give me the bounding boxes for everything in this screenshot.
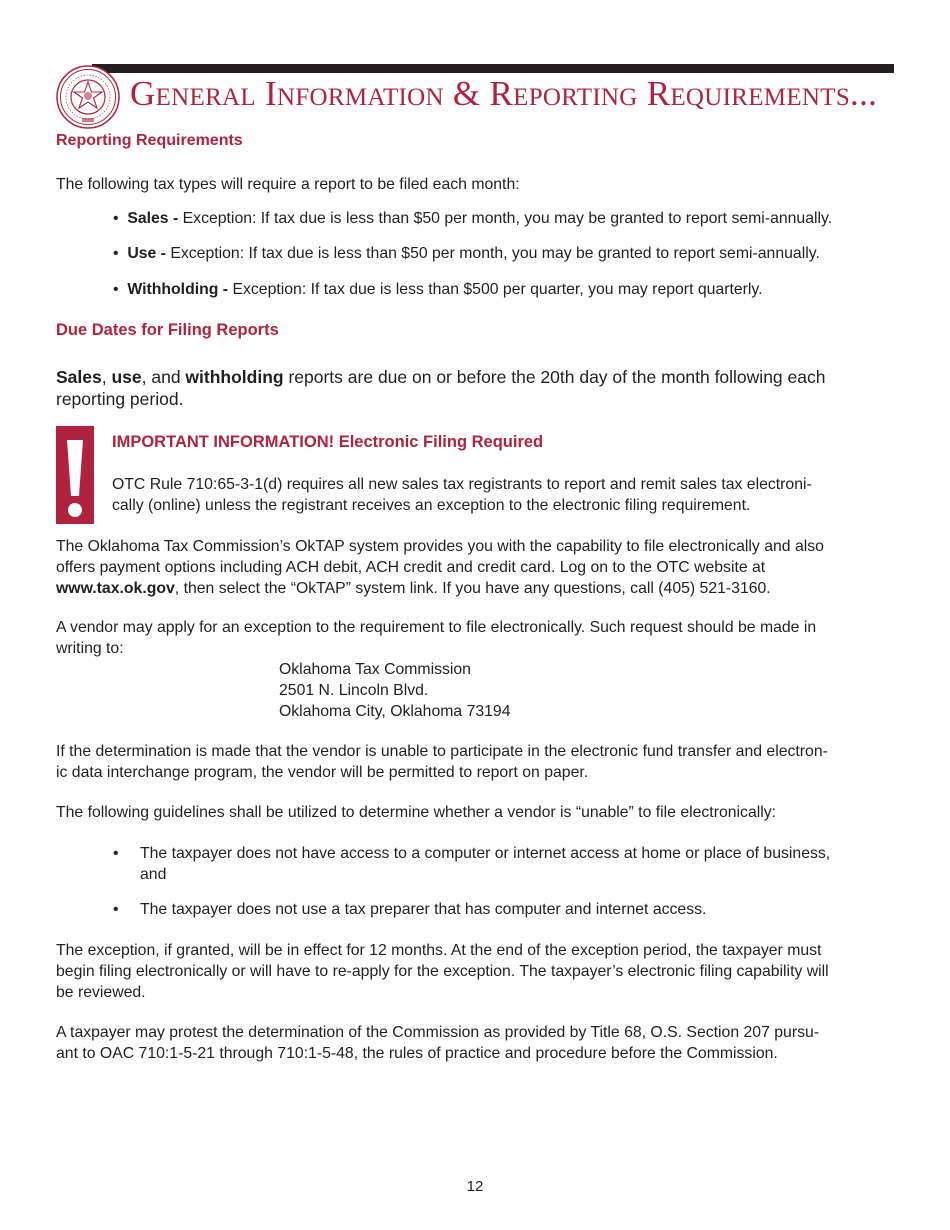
- oktap-paragraph: The Oklahoma Tax Commission’s OkTAP system provides you with the capability to file electronically and also offers payment options including ACH debit, ACH credit and credit card. Log on to the OTC website at www.tax.ok.gov, then select the “OkTAP” system link. If you have any questions, call (405) 521-3160.: [56, 538, 824, 597]
- website-link[interactable]: www.tax.ok.gov: [56, 580, 175, 597]
- reporting-intro: The following tax types will require a report to be filed each month:: [56, 176, 520, 193]
- list-item: The taxpayer does not use a tax preparer that has computer and internet access.: [140, 901, 707, 918]
- protest-paragraph: A taxpayer may protest the determination of the Commission as provided by Title 68, O.S. Section 207 pursu- ant to OAC 710:1-5-21 through 710:1-5-48, the rules of practice and procedure before the Commission.: [56, 1024, 820, 1062]
- list-item: • Withholding - Exception: If tax due is less than $500 per quarter, you may report quarterly.: [113, 281, 763, 298]
- page-title: General Information & Reporting Requirements...: [130, 74, 878, 113]
- exception-paragraph: The exception, if granted, will be in effect for 12 months. At the end of the exception period, the taxpayer must begin filing electronically or will have to re-apply for the exception. The taxpayer’s electronic filing capability will be reviewed.: [56, 942, 829, 1001]
- list-item: The taxpayer does not have access to a computer or internet access at home or place of business, and: [140, 845, 831, 883]
- bullet-icon: •: [113, 901, 119, 918]
- bullet-icon: •: [113, 281, 119, 298]
- bullet-icon: •: [113, 210, 119, 227]
- bullet-icon: •: [113, 845, 119, 862]
- list-item: • Sales - Exception: If tax due is less than $50 per month, you may be granted to report semi-annually.: [113, 210, 833, 227]
- guidelines-intro: The following guidelines shall be utilized to determine whether a vendor is “unable” to file electronically:: [56, 804, 777, 821]
- page-number: 12: [466, 1178, 484, 1195]
- list-item: • Use - Exception: If tax due is less than $50 per month, you may be granted to report semi-annually.: [113, 245, 820, 262]
- mailing-address: Oklahoma Tax Commission 2501 N. Lincoln Blvd. Oklahoma City, Oklahoma 73194: [279, 661, 511, 720]
- due-dates-text: Sales, use, and withholding reports are due on or before the 20th day of the month following each reporting period.: [56, 367, 826, 409]
- vendor-paragraph: A vendor may apply for an exception to the requirement to file electronically. Such request should be made in writing to:: [56, 619, 817, 657]
- header-rule: [92, 64, 894, 73]
- section-heading-due-dates: Due Dates for Filing Reports: [56, 321, 279, 339]
- important-heading: IMPORTANT INFORMATION! Electronic Filing Required: [112, 433, 544, 451]
- section-heading-reporting: Reporting Requirements: [56, 132, 243, 149]
- bullet-icon: •: [113, 245, 119, 262]
- determination-paragraph: If the determination is made that the vendor is unable to participate in the electronic fund transfer and electron- ic data interchange program, the vendor will be permitted to report on paper.: [56, 743, 828, 781]
- exclamation-icon: [56, 426, 94, 524]
- important-text: OTC Rule 710:65-3-1(d) requires all new sales tax registrants to report and remit sales tax electroni- cally (online) unless the registrant receives an exception to the electronic filing requirement.: [112, 476, 812, 514]
- state-seal-icon: [56, 65, 120, 129]
